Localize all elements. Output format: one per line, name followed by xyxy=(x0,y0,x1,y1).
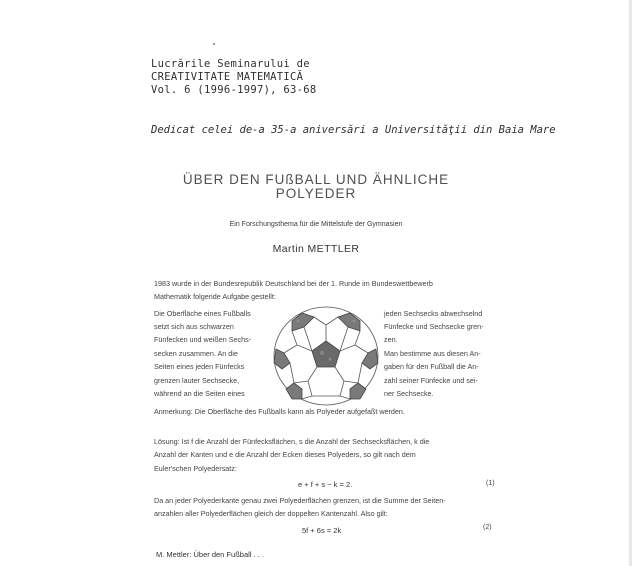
scan-speck xyxy=(213,43,215,45)
problem-left-line: Die Oberfläche eines Fußballs xyxy=(154,309,251,318)
journal-name-line2: CREATIVITATE MATEMATICĂ xyxy=(151,71,304,83)
equation-1-number: (1) xyxy=(486,480,495,487)
problem-left-line: grenzen lauter Sechsecke, xyxy=(154,376,240,385)
problem-right-line: gaben für den Fußball die An- xyxy=(384,362,479,371)
running-footer: M. Mettler: Über den Fußball . . . xyxy=(156,550,264,559)
problem-right-line: zahl seiner Fünfecke und sei- xyxy=(384,376,478,385)
problem-right-line: Fünfecke und Sechsecke gren- xyxy=(384,322,484,331)
soccer-ball-figure xyxy=(270,303,382,409)
problem-left-line: secken zusammen. An die xyxy=(154,349,238,358)
problem-left-line: setzt sich aus schwarzen xyxy=(154,322,234,331)
author: Martin METTLER xyxy=(272,243,360,255)
dedication: Dedicat celei de-a 35-a aniversări a Universităţii din Baia Mare xyxy=(151,124,556,136)
intro-line1: 1983 wurde in der Bundesrepublik Deutschland bei der 1. Runde im Bundeswettbewerb xyxy=(154,279,433,288)
solution-line1: Lösung: Ist f die Anzahl der Fünfecksflächen, s die Anzahl der Sechsecksflächen, k die xyxy=(154,437,430,446)
equation-1: e + f + s − k = 2. xyxy=(298,480,353,489)
problem-left-line: Fünfecken und weißen Sechs- xyxy=(154,335,252,344)
problem-right-line: ner Sechsecke. xyxy=(384,389,434,398)
equation-2: 5f + 6s = 2k xyxy=(302,526,342,535)
problem-right-line: zen. xyxy=(384,335,398,344)
paper-title-line1: ÜBER DEN FUßBALL UND ÄHNLICHE xyxy=(182,172,450,187)
intro-line2: Mathematik folgende Aufgabe gestellt: xyxy=(154,292,276,301)
equation-2-number: (2) xyxy=(483,524,492,531)
journal-volume-line: Vol. 6 (1996-1997), 63-68 xyxy=(151,84,317,96)
paper-title-line2: POLYEDER xyxy=(275,186,357,201)
journal-name-line1: Lucrările Seminarului de xyxy=(151,58,310,70)
problem-left-line: Seiten eines jeden Fünfecks xyxy=(154,362,245,371)
solution-line2: Anzahl der Kanten und e die Anzahl der Ecken dieses Polyeders, so gilt nach dem xyxy=(154,450,416,459)
problem-right-line: jeden Sechsecks abwechselnd xyxy=(384,309,483,318)
solution-line3: Euler'schen Polyedersatz: xyxy=(154,464,237,473)
problem-right-line: Man bestimme aus diesen An- xyxy=(384,349,481,358)
solution-mid-line1: Da an jeder Polyederkante genau zwei Polyederflächen grenzen, ist die Summe der Seiten- xyxy=(154,496,446,505)
solution-mid-line2: anzahlen aller Polyederflächen gleich der doppelten Kantenzahl. Also gilt: xyxy=(154,509,388,518)
problem-left-line: während an die Seiten eines xyxy=(154,389,245,398)
paper-subtitle: Ein Forschungsthema für die Mittelstufe der Gymnasien xyxy=(229,221,403,228)
remark: Anmerkung: Die Oberfläche des Fußballs kann als Polyeder aufgefaßt werden. xyxy=(154,407,405,416)
